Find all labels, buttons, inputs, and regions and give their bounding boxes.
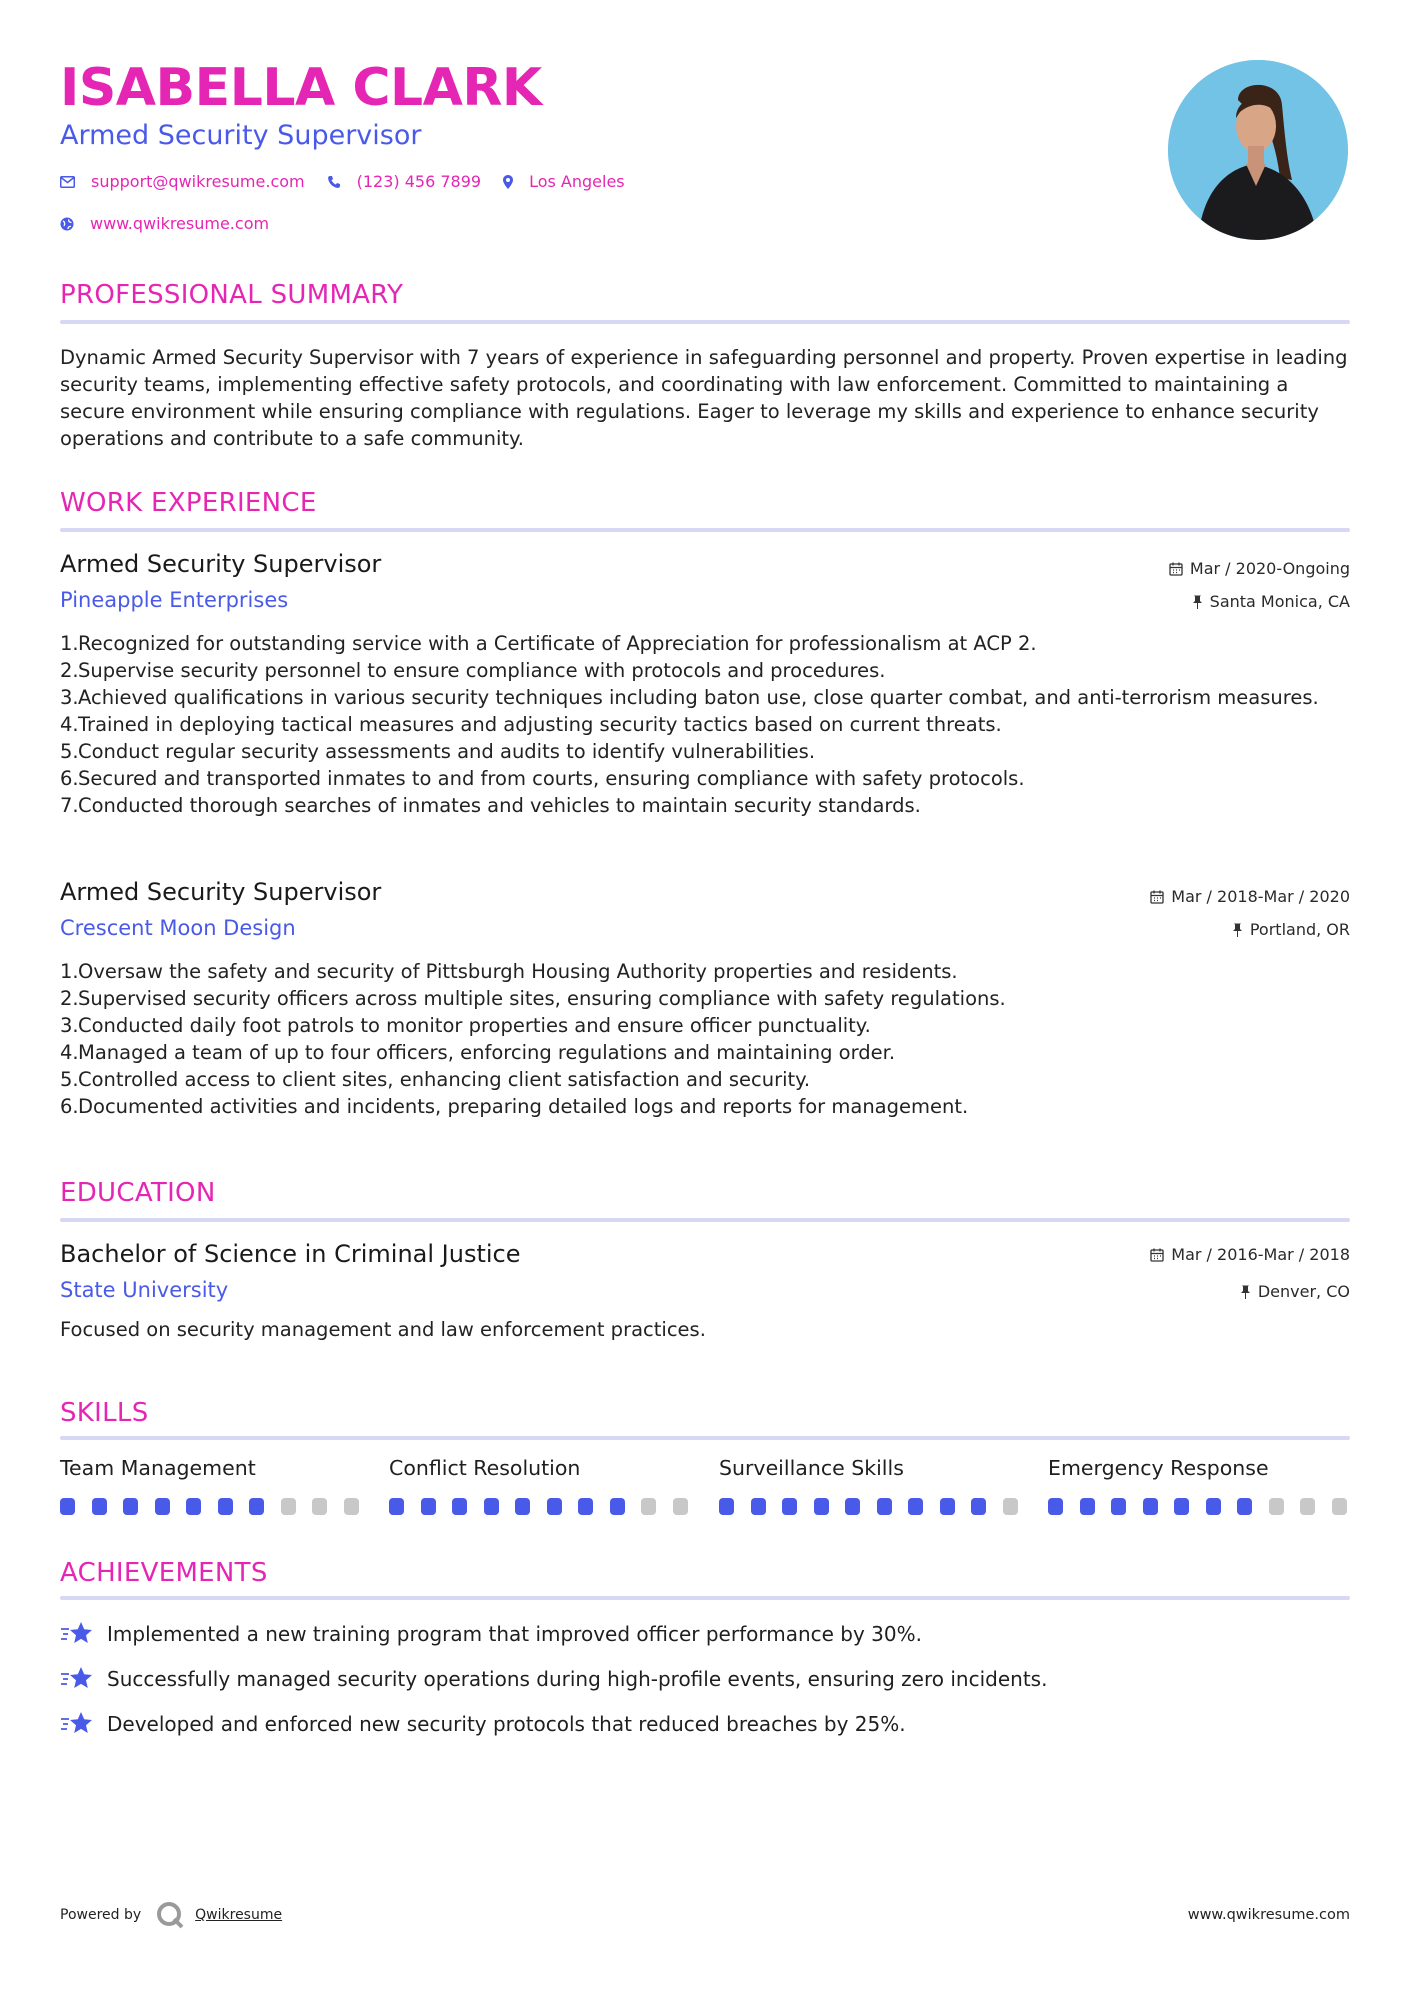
job-responsibilities — [60, 958, 1350, 1120]
list-item: 3. Conducted daily foot patrols to monitor properties and ensure officer punctuality. — [60, 1014, 871, 1037]
skill-dot-filled — [547, 1498, 562, 1515]
skills-heading: SKILLS — [60, 1398, 149, 1428]
job-location-text: Santa Monica, CA — [1209, 592, 1350, 611]
school-name: State University — [60, 1278, 229, 1302]
job-location-text: Portland, OR — [1249, 920, 1350, 939]
skill-dot-filled — [1048, 1498, 1063, 1515]
skill-rating — [389, 1498, 689, 1515]
website-text: www.qwikresume.com — [90, 214, 270, 233]
skill-dot-empty — [312, 1498, 327, 1515]
skill-dot-filled — [1080, 1498, 1095, 1515]
pushpin-icon — [1232, 923, 1243, 937]
list-item-text: Recognized for outstanding service with a Certificate of Appreciation for professionalism at ACP 2. — [78, 632, 1037, 655]
list-item-text: Oversaw the safety and security of Pittsburgh Housing Authority properties and residents. — [78, 960, 958, 983]
skill-dot-filled — [123, 1498, 138, 1515]
person-photo-illustration — [1168, 60, 1348, 240]
list-item: 6. Secured and transported inmates to and from courts, ensuring compliance with safety protocols. — [60, 767, 1025, 790]
list-item: 1. Recognized for outstanding service with a Certificate of Appreciation for professionalism at ACP 2. — [60, 632, 1037, 655]
education-heading: EDUCATION — [60, 1178, 216, 1208]
skill-dot-filled — [940, 1498, 955, 1515]
footer-website[interactable]: www.qwikresume.com — [1187, 1907, 1350, 1923]
phone-text: (123) 456 7899 — [356, 172, 482, 191]
list-item: 4. Trained in deploying tactical measures and adjusting security tactics based on current threats. — [60, 713, 1002, 736]
skill-dot-filled — [60, 1498, 75, 1515]
skill-dot-filled — [971, 1498, 986, 1515]
achievement-item — [60, 1620, 922, 1648]
contact-row-2 — [60, 214, 291, 233]
list-item: 7. Conducted thorough searches of inmates and vehicles to maintain security standards. — [60, 794, 921, 817]
skill-dot-filled — [186, 1498, 201, 1515]
footer-powered-by — [60, 1900, 282, 1930]
skill-dot-filled — [155, 1498, 170, 1515]
job-title: Armed Security Supervisor — [60, 878, 382, 906]
list-item-text: Conducted thorough searches of inmates and vehicles to maintain security standards. — [78, 794, 921, 817]
company-name: Crescent Moon Design — [60, 916, 296, 940]
resume-page — [60, 0, 1350, 1990]
education-dates-text: Mar / 2016-Mar / 2018 — [1171, 1245, 1350, 1264]
skill-dot-empty — [641, 1498, 656, 1515]
list-item-text: Supervise security personnel to ensure compliance with protocols and procedures. — [78, 659, 886, 682]
experience-heading: WORK EXPERIENCE — [60, 488, 317, 518]
phone-item[interactable] — [327, 172, 481, 191]
pushpin-icon — [1240, 1285, 1251, 1299]
education-location-text: Denver, CO — [1257, 1282, 1350, 1301]
skill-dot-filled — [719, 1498, 734, 1515]
star-icon — [60, 1710, 94, 1738]
achievements-heading: ACHIEVEMENTS — [60, 1558, 268, 1588]
skill-name: Team Management — [60, 1456, 256, 1480]
section-divider — [60, 528, 1350, 532]
list-item-text: Conduct regular security assessments and audits to identify vulnerabilities. — [78, 740, 816, 763]
location-text: Los Angeles — [529, 172, 625, 191]
skill-dot-filled — [218, 1498, 233, 1515]
list-item-text: Documented activities and incidents, preparing detailed logs and reports for management. — [78, 1095, 969, 1118]
skill-rating — [719, 1498, 1019, 1515]
job-dates — [1169, 559, 1350, 578]
job-dates-text: Mar / 2018-Mar / 2020 — [1171, 887, 1350, 906]
skill-dot-empty — [673, 1498, 688, 1515]
list-item-text: Supervised security officers across multiple sites, ensuring compliance with safety regulations. — [78, 987, 1006, 1010]
star-icon — [60, 1620, 94, 1648]
list-item-text: Achieved qualifications in various security techniques including baton use, close quarter combat, and anti-terrorism measures. — [78, 686, 1319, 709]
list-item: 4. Managed a team of up to four officers, enforcing regulations and maintaining order. — [60, 1041, 896, 1064]
list-item: 3. Achieved qualifications in various security techniques including baton use, close quarter combat, and anti-terrorism measures. — [60, 686, 1319, 709]
job-dates-text: Mar / 2020-Ongoing — [1189, 559, 1350, 578]
skill-rating — [1048, 1498, 1348, 1515]
achievement-text: Successfully managed security operations during high-profile events, ensuring zero incidents. — [107, 1667, 1048, 1691]
skill-dot-filled — [484, 1498, 499, 1515]
achievement-item — [60, 1665, 1047, 1693]
skill-item — [719, 1456, 1019, 1515]
contact-row-1 — [60, 172, 647, 191]
globe-icon — [60, 217, 74, 231]
footer-brand-link[interactable]: Qwikresume — [195, 1907, 283, 1923]
skill-name: Emergency Response — [1048, 1456, 1269, 1480]
list-item-text: Managed a team of up to four officers, enforcing regulations and maintaining order. — [78, 1041, 896, 1064]
list-item: 5. Controlled access to client sites, enhancing client satisfaction and security. — [60, 1068, 811, 1091]
skill-name: Surveillance Skills — [719, 1456, 904, 1480]
list-item: 2. Supervise security personnel to ensure compliance with protocols and procedures. — [60, 659, 886, 682]
skill-dot-filled — [578, 1498, 593, 1515]
job-dates — [1150, 887, 1350, 906]
skill-dot-filled — [751, 1498, 766, 1515]
skill-dot-filled — [782, 1498, 797, 1515]
skill-dot-filled — [1237, 1498, 1252, 1515]
candidate-title: Armed Security Supervisor — [60, 120, 422, 151]
skill-dot-filled — [908, 1498, 923, 1515]
list-item-text: Trained in deploying tactical measures and adjusting security tactics based on current threats. — [78, 713, 1002, 736]
skill-dot-filled — [814, 1498, 829, 1515]
phone-icon — [327, 175, 341, 189]
website-item[interactable] — [60, 214, 269, 233]
list-item: 5. Conduct regular security assessments and audits to identify vulnerabilities. — [60, 740, 816, 763]
degree-title: Bachelor of Science in Criminal Justice — [60, 1240, 521, 1268]
skill-dot-filled — [249, 1498, 264, 1515]
achievement-text: Implemented a new training program that improved officer performance by 30%. — [107, 1622, 922, 1646]
skill-name: Conflict Resolution — [389, 1456, 581, 1480]
skill-dot-empty — [1003, 1498, 1018, 1515]
powered-by-label: Powered by — [60, 1907, 142, 1923]
skill-dot-filled — [92, 1498, 107, 1515]
skill-dot-filled — [610, 1498, 625, 1515]
calendar-icon — [1150, 890, 1164, 904]
skill-dot-empty — [281, 1498, 296, 1515]
qwikresume-logo-icon — [155, 1900, 185, 1930]
list-item-text: Secured and transported inmates to and from courts, ensuring compliance with safety protocols. — [78, 767, 1025, 790]
skill-dot-empty — [1269, 1498, 1284, 1515]
skill-dot-filled — [1111, 1498, 1126, 1515]
achievement-item — [60, 1710, 906, 1738]
skill-item — [389, 1456, 689, 1515]
section-divider — [60, 1436, 1350, 1440]
skill-item — [60, 1456, 360, 1515]
email-text: support@qwikresume.com — [91, 172, 305, 191]
skill-dot-filled — [421, 1498, 436, 1515]
list-item-text: Controlled access to client sites, enhancing client satisfaction and security. — [78, 1068, 811, 1091]
pushpin-icon — [1192, 595, 1203, 609]
skill-dot-filled — [1206, 1498, 1221, 1515]
skill-dot-empty — [1332, 1498, 1347, 1515]
candidate-name: ISABELLA CLARK — [60, 58, 542, 118]
summary-heading: PROFESSIONAL SUMMARY — [60, 280, 404, 310]
skill-dot-filled — [1143, 1498, 1158, 1515]
skill-item — [1048, 1456, 1348, 1515]
skill-dot-filled — [845, 1498, 860, 1515]
education-location — [1240, 1282, 1350, 1301]
education-description: Focused on security management and law enforcement practices. — [60, 1318, 706, 1341]
skill-dot-filled — [1174, 1498, 1189, 1515]
job-title: Armed Security Supervisor — [60, 550, 382, 578]
skill-dot-empty — [344, 1498, 359, 1515]
job-responsibilities — [60, 630, 1350, 819]
list-item: 2. Supervised security officers across multiple sites, ensuring compliance with safety regulations. — [60, 987, 1006, 1010]
skill-dot-filled — [389, 1498, 404, 1515]
map-pin-icon — [503, 175, 513, 189]
skill-dot-filled — [877, 1498, 892, 1515]
job-location — [1232, 920, 1350, 939]
list-item-text: Conducted daily foot patrols to monitor properties and ensure officer punctuality. — [78, 1014, 871, 1037]
envelope-icon — [60, 176, 75, 188]
education-dates — [1150, 1245, 1350, 1264]
company-name: Pineapple Enterprises — [60, 588, 289, 612]
skill-rating — [60, 1498, 360, 1515]
skill-dot-filled — [515, 1498, 530, 1515]
section-divider — [60, 1218, 1350, 1222]
summary-text: Dynamic Armed Security Supervisor with 7 years of experience in safeguarding personnel and property. Proven expertise in leading security teams, implementing effective safety protocols, and coordinating with law enforcement. Committed to maintaining a secure environment while ensuring compliance with regulations. Eager to leverage my skills and experience to enhance security operations and contribute to a safe community. — [60, 346, 1348, 450]
skill-dot-filled — [452, 1498, 467, 1515]
star-icon — [60, 1665, 94, 1693]
section-divider — [60, 1596, 1350, 1600]
skill-dot-empty — [1300, 1498, 1315, 1515]
profile-photo — [1168, 60, 1348, 240]
job-location — [1192, 592, 1350, 611]
list-item: 1. Oversaw the safety and security of Pittsburgh Housing Authority properties and residents. — [60, 960, 958, 983]
calendar-icon — [1150, 1248, 1164, 1262]
calendar-icon — [1169, 562, 1183, 576]
list-item: 6. Documented activities and incidents, preparing detailed logs and reports for management. — [60, 1095, 969, 1118]
section-divider — [60, 320, 1350, 324]
email-item[interactable] — [60, 172, 305, 191]
achievement-text: Developed and enforced new security protocols that reduced breaches by 25%. — [107, 1712, 906, 1736]
location-item — [503, 172, 625, 191]
